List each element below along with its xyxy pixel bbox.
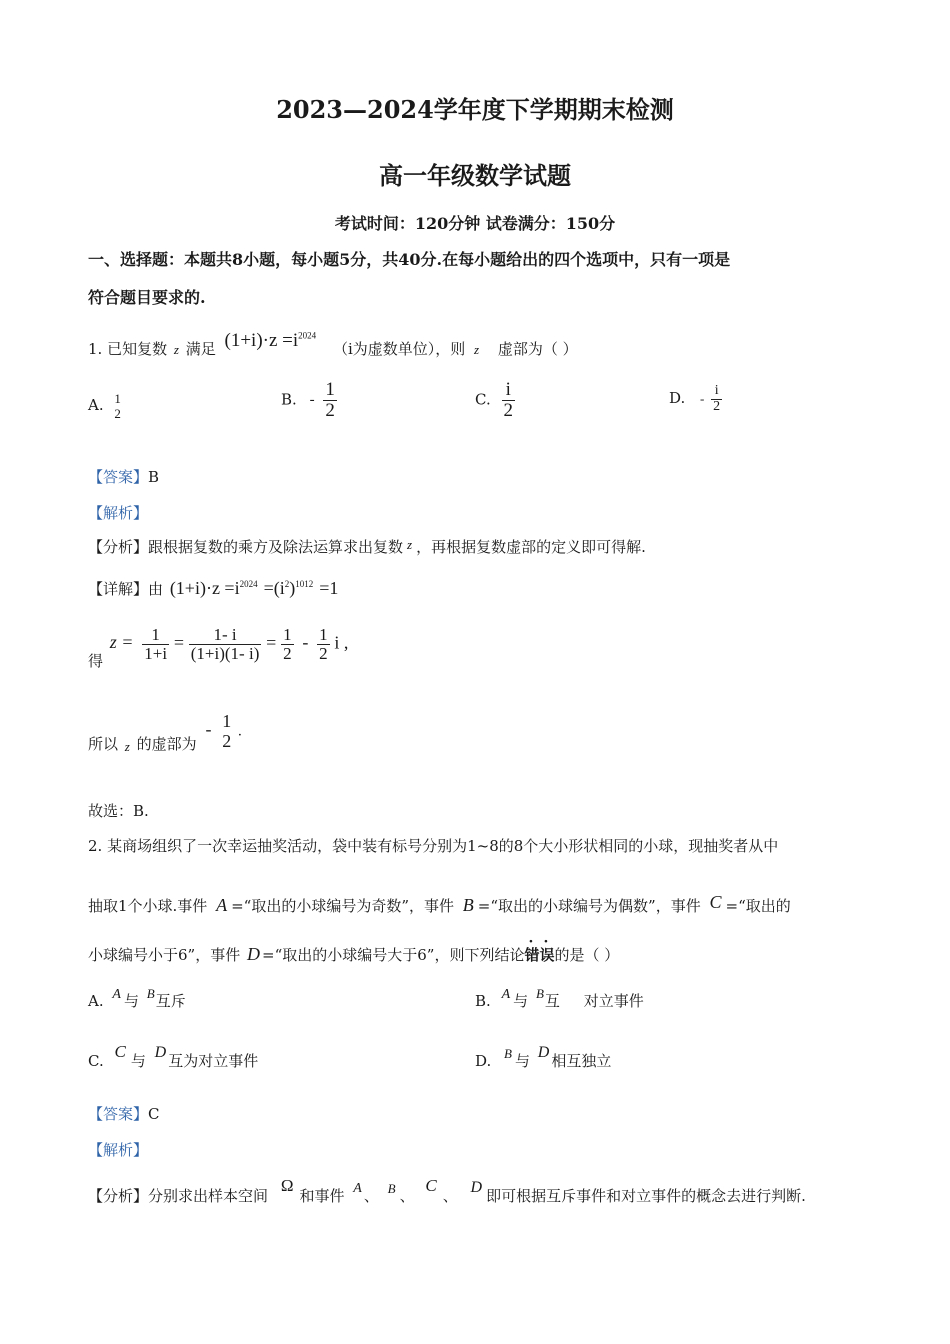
q2-answer: 【答案】C: [88, 1105, 160, 1123]
q2-option-b[interactable]: B. A 与 B互 对立事件: [475, 986, 644, 1010]
q1-stem: [88, 330, 578, 360]
q1-var-z-2: z: [474, 342, 480, 357]
q2-option-c[interactable]: C. C 与 D 互为对立事件: [88, 1042, 259, 1070]
q1-option-b[interactable]: B. - $\frac{1}{2}$: [281, 379, 335, 421]
q1-mid: 满足: [185, 340, 216, 358]
q2-stem-line3: 小球编号小于6”，事件 D =“取出的小球编号大于6”，则下列结论错误的是（ ）: [88, 944, 620, 964]
q1-option-d[interactable]: D. - $\frac{i}{2}$: [669, 383, 721, 414]
section-heading-line1: 一、选择题：本题共8小题，每小题5分，共40分.在每小题给出的四个选项中，只有一项是: [88, 250, 731, 269]
q1-fenxi: 【分析】跟根据复数的乘方及除法运算求出复数 z ，再根据复数虚部的定义即可得解.: [88, 537, 646, 556]
q1-derivation: 得 z = $\frac{1}{1+i}$ = $\frac{1- i}{(1+i)(1- i)}$ = $\frac{1}{2}$ - $\frac{1}{2}$ i ,: [88, 625, 349, 671]
q2-stem-line1: 2. 某商场组织了一次幸运抽奖活动，袋中装有标号分别为1~8的8个大小形状相同的小球，现抽奖者从中: [88, 837, 779, 855]
emphasis-wrong-1: 错: [524, 946, 540, 964]
q2-option-d[interactable]: D. B 与 D 相互独立: [475, 1044, 612, 1070]
emphasis-wrong-2: 误: [539, 946, 555, 964]
q1-var-z: z: [173, 342, 179, 357]
q2-option-a[interactable]: A. A 与 B互斥: [88, 986, 186, 1010]
exam-subtitle: 高一年级数学试题: [379, 161, 571, 190]
q1-detail: 【详解】由 $(1+i)\cdot z =i^{2024} =(i^2)^{1012} =1$: [88, 578, 339, 598]
q1-option-a[interactable]: A. 1 2: [88, 391, 121, 421]
q1-note: （i为虚数单位），则: [332, 340, 466, 358]
q2-analysis-tag: 【解析】: [88, 1141, 149, 1159]
q2-stem-line2: 抽取1个小球.事件 A =“取出的小球编号为奇数”，事件 B =“取出的小球编号为偶数”，事件 C =“取出的: [88, 892, 791, 915]
q1-analysis-tag: 【解析】: [88, 504, 149, 522]
q1-condition: $(1+i)\cdot z =i^{2024}$: [224, 330, 317, 351]
exam-info: 考试时间：120分钟 试卷满分：150分: [334, 214, 616, 233]
section-heading-line2: 符合题目要求的.: [88, 288, 206, 307]
q1-answer: 【答案】B: [88, 468, 160, 486]
q2-fenxi: 【分析】分别求出样本空间 Ω和事件 A 、 B 、 C、 D 即可根据互斥事件和对立事件的概念去进行判断.: [88, 1176, 806, 1205]
q1-lead: 1. 已知复数: [88, 340, 168, 358]
exam-title: 2023—2024学年度下学期期末检测: [276, 95, 674, 124]
q1-result: 所以 z 的虚部为 - 1 2 .: [88, 711, 242, 755]
q1-tail: 虚部为（ ）: [497, 340, 578, 358]
q1-conclusion: 故选：B.: [88, 802, 149, 820]
q1-option-c[interactable]: C. $\frac{i}{2}$: [475, 379, 513, 421]
